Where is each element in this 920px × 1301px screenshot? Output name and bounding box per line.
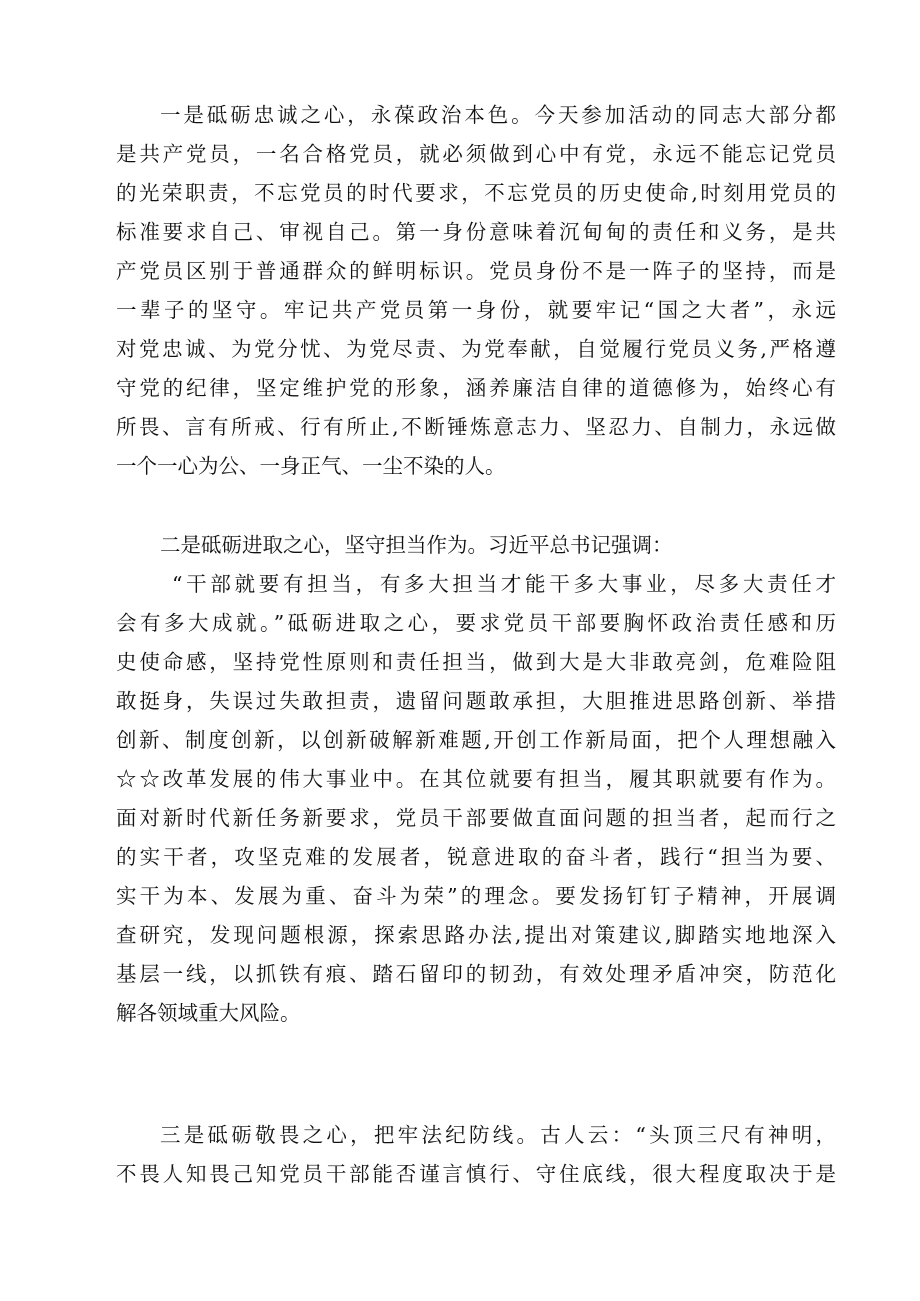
- text-line: 查研究，发现问题根源，探索思路办法,提出对策建议,脚踏实地地深入: [116, 923, 836, 947]
- text-line: 一辈子的坚守。牢记共产党员第一身份，就要牢记“国之大者”，永远: [116, 298, 836, 322]
- text-line: 的实干者，攻坚克难的发展者，锐意进取的奋斗者，践行“担当为要、: [116, 845, 836, 869]
- text-line: 基层一线，以抓铁有痕、踏石留印的韧劲，有效处理矛盾冲突，防范化: [116, 962, 836, 986]
- text-line: “干部就要有担当，有多大担当才能干多大事业，尽多大责任才: [172, 572, 836, 596]
- text-line: 面对新时代新任务新要求，党员干部要做直面问题的担当者，起而行之: [116, 806, 836, 830]
- text-line: 创新、制度创新，以创新破解新难题,开创工作新局面，把个人理想融入: [116, 728, 836, 752]
- text-line: 二是砥砺进取之心，坚守担当作为。习近平总书记强调：: [160, 533, 673, 557]
- text-line: 不畏人知畏己知党员干部能否谨言慎行、守住底线，很大程度取决于是: [116, 1162, 836, 1186]
- text-line: ☆☆改革发展的伟大事业中。在其位就要有担当，履其职就要有作为。: [116, 767, 836, 791]
- text-line: 产党员区别于普通群众的鲜明标识。党员身份不是一阵子的坚持，而是: [116, 259, 836, 283]
- paragraph-1: [116, 96, 836, 486]
- text-line: 所畏、言有所戒、行有所止,不断锤炼意志力、坚忍力、自制力，永远做: [116, 415, 836, 439]
- text-line: 会有多大成就。”砥砺进取之心，要求党员干部要胸怀政治责任感和历: [116, 611, 836, 635]
- paragraph-3: [116, 1116, 836, 1194]
- text-line: 标准要求自己、审视自己。第一身份意味着沉甸甸的责任和义务，是共: [116, 220, 836, 244]
- text-line: 对党忠诚、为党分忧、为党尽责、为党奉献，自觉履行党员义务,严格遵: [116, 337, 836, 361]
- paragraph-2: [116, 526, 836, 1033]
- text-line: 三是砥砺敬畏之心，把牢法纪防线。古人云：“头顶三尺有神明，: [160, 1123, 836, 1147]
- text-line: 守党的纪律，坚定维护党的形象，涵养廉洁自律的道德修为，始终心有: [116, 376, 836, 400]
- text-line: 实干为本、发展为重、奋斗为荣”的理念。要发扬钉钉子精神，开展调: [116, 884, 836, 908]
- text-line: 的光荣职责，不忘党员的时代要求，不忘党员的历史使命,时刻用党员的: [116, 181, 836, 205]
- text-line: 一是砥砺忠诚之心，永葆政治本色。今天参加活动的同志大部分都: [160, 103, 836, 127]
- text-line: 一个一心为公、一身正气、一尘不染的人。: [116, 454, 506, 478]
- text-line: 解各领域重大风险。: [116, 1001, 301, 1025]
- text-line: 敢挺身，失误过失敢担责，遗留问题敢承担，大胆推进思路创新、举措: [116, 689, 836, 713]
- text-line: 史使命感，坚持党性原则和责任担当，做到大是大非敢亮剑，危难险阻: [116, 650, 836, 674]
- text-line: 是共产党员，一名合格党员，就必须做到心中有党，永远不能忘记党员: [116, 142, 836, 166]
